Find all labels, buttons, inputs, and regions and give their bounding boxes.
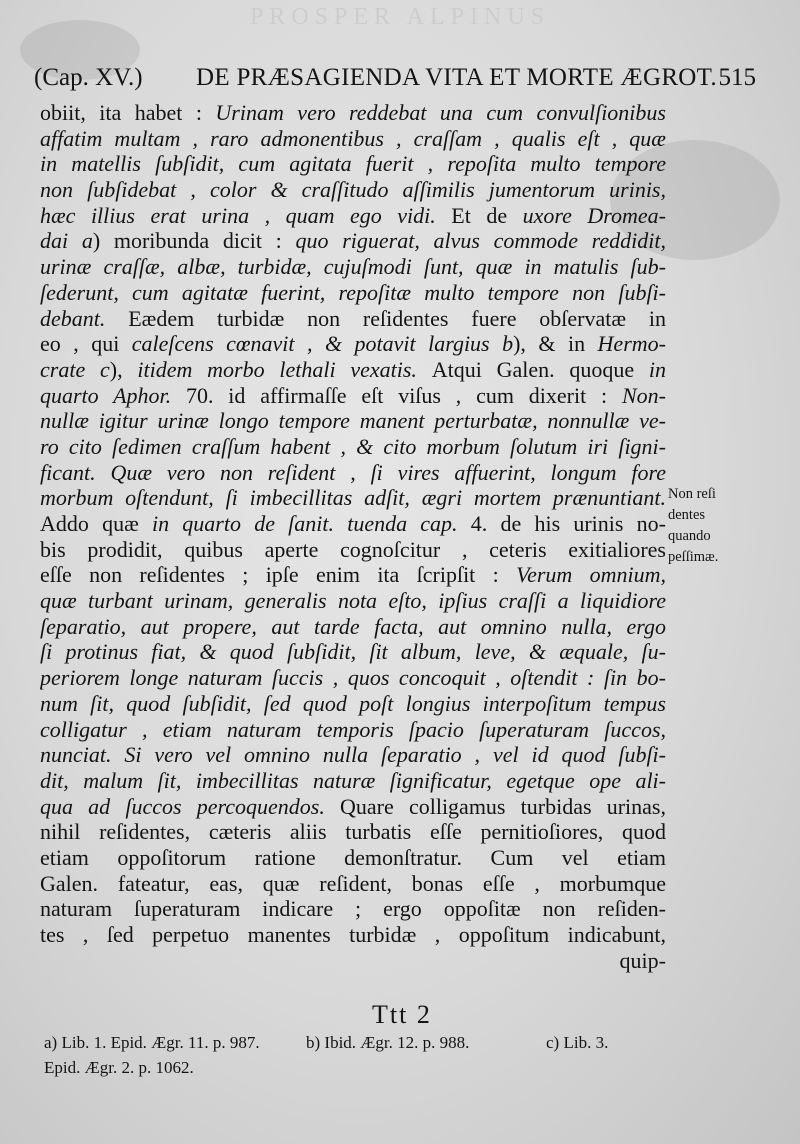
roman-segment: 70. id affirmaſſe eſt viſus , cum dixerit : [185,382,622,408]
italic-segment: in matellis ſubſidit, cum agitata fuerit , repoſita multo tempore [40,151,666,177]
italic-segment: qua ad ſuccos percoquendos. [40,793,341,819]
italic-segment: num ſit, quod ſubſidit, ſed quod poſt longius interpoſitum tempus [40,690,666,716]
roman-segment: Addo quæ [40,511,152,536]
text-line [40,434,666,460]
italic-segment: in [648,356,666,382]
italic-segment: ſeparatio, aut propere, aut tarde facta, aut omnino nulla, ergo [40,613,666,639]
roman-segment: ), [109,356,138,382]
text-line [40,922,666,948]
roman-segment: bis prodidit, quibus aperte cognoſcitur , ceteris exitialiores [40,536,666,562]
text-line [40,665,666,691]
roman-segment: ), & in [513,331,598,357]
bleed-through-text: PROSPER ALPINUS [249,4,551,30]
italic-segment: Hermo- [597,331,666,357]
italic-segment: quarto Aphor. [40,382,186,408]
text-line [40,768,666,794]
text-line [40,203,666,229]
italic-segment: ſederunt, cum agitatæ fuerint, repoſitæ multo tempore non ſubſi- [40,279,666,305]
roman-segment: 4. de his urinis no- [470,511,666,536]
italic-segment: ro cito ſedimen craſſum habent , & cito morbum ſolutum iri ſigni- [40,433,666,459]
text-line [40,819,666,845]
chapter-label: (Cap. XV.) [34,64,143,91]
text-line [40,306,666,332]
text-line [40,794,666,820]
margin-note-line: peſſimæ. [668,549,719,565]
italic-segment: colligatur , etiam naturam temporis ſpacio ſuperaturam ſuccos, [40,716,666,742]
signature-mark: Ttt 2 [372,1000,432,1029]
text-line [40,331,666,357]
italic-segment: urinæ craſſæ, albæ, turbidæ, cujuſmodi ſunt, quæ in matulis ſub- [40,254,666,280]
italic-segment: itidem morbo lethali vexatis. [137,356,432,382]
text-line [40,100,666,126]
italic-segment: Urinam vero reddebat una cum convulſionibus [215,100,666,125]
text-line [40,228,666,254]
text-line [40,562,666,588]
roman-segment: Eædem turbidæ non reſidentes fuere obſervatæ in [128,305,666,331]
margin-note [668,484,792,568]
italic-segment: debant. [40,305,129,331]
italic-segment: ſi protinus fiat, & quod ſubſidit, ſit album, leve, & æquale, ſu- [40,639,666,665]
text-line [40,871,666,897]
running-title: DE PRÆSAGIENDA VITA ET MORTE ÆGROT. [196,64,717,91]
italic-segment: quæ turbant urinam, generalis nota eſto, ipſius craſſi a liquidiore [40,588,666,614]
italic-segment: hæc illius erat urina , quam ego vidi. [40,202,452,228]
italic-segment: affatim multam , raro admonentibus , craſſam , qualis eſt , quæ [40,125,666,151]
roman-segment: eſſe non reſidentes ; ipſe enim ita ſcripſit : [40,562,517,588]
italic-segment: crate c [40,356,110,382]
text-line [40,639,666,665]
footnote-c: c) Lib. 3. [546,1033,609,1052]
text-line [40,691,666,717]
roman-segment: quip- [619,947,666,973]
text-line [40,614,666,640]
text-line [40,742,666,768]
italic-segment: in quarto de ſanit. tuenda cap. [151,511,471,536]
italic-segment: Verum omnium, [516,562,666,588]
text-line [40,254,666,280]
roman-segment: nihil reſidentes, cæteris aliis turbatis eſſe pernitioſiores, quod [40,819,666,845]
text-line [40,408,666,434]
text-line [40,588,666,614]
footnote-b: b) Ibid. Ægr. 12. p. 988. [306,1033,470,1052]
italic-segment: dit, malum ſit, imbecillitas naturæ ſignificatur, egetque ope ali- [40,767,666,793]
roman-segment: eo , qui [40,331,132,357]
italic-segment: nullæ igitur urinæ longo tempore manent perturbatæ, nonnullæ ve- [40,408,666,434]
text-line [40,537,666,563]
margin-note-line: quando [668,528,711,544]
text-line [40,177,666,203]
italic-segment: morbum oſtendunt, ſi imbecillitas adſit, ægri mortem prænuntiant. [40,485,666,511]
running-header [34,64,756,98]
roman-segment: tes , ſed perpetuo manentes turbidæ , oppoſitum indicabunt, [40,922,666,947]
italic-segment: caleſcens cœnavit , & potavit largius b [131,331,514,357]
footnotes [44,1030,684,1080]
footnote-a: a) Lib. 1. Epid. Ægr. 11. p. 987. [44,1033,260,1052]
italic-segment: ficant. Quæ vero non reſident , ſi vires affuerint, longum fore [40,459,666,485]
italic-segment: dai a [40,228,93,254]
margin-note-line: Non reſi [668,486,716,502]
text-line [40,383,666,409]
text-line [40,460,666,486]
text-line [40,511,666,537]
text-line [40,485,666,511]
roman-segment: Galen. fateatur, eas, quæ reſident, bonas eſſe , morbumque [40,870,666,896]
page-number: 515 [718,64,756,91]
roman-segment: obiit, ita habet : [40,100,216,125]
text-line [40,280,666,306]
text-line [40,896,666,922]
italic-segment: quo riguerat, alvus commode reddidit, [295,228,666,254]
roman-segment: naturam ſuperaturam indicare ; ergo oppoſitæ non reſiden- [40,896,666,922]
main-text-block [40,100,666,973]
roman-segment: ) moribunda dicit : [92,228,296,254]
footnote-c-continued: Epid. Ægr. 2. p. 1062. [44,1058,194,1077]
italic-segment: Non- [622,382,666,408]
text-line [40,717,666,743]
italic-segment: non ſubſidebat , color & craſſitudo aſſimilis jumentorum urinis, [40,177,666,203]
roman-segment: Atqui Galen. quoque [431,356,649,382]
text-line [40,357,666,383]
italic-segment: periorem longe naturam ſuccis , quos concoquit , oſtendit : ſin bo- [40,665,666,691]
text-line [40,126,666,152]
italic-segment: nunciat. Si vero vel omnino nulla ſeparatio , vel id quod ſubſi- [40,742,666,768]
roman-segment: etiam oppoſitorum ratione demonſtratur. Cum vel etiam [40,844,666,870]
text-line [40,151,666,177]
text-line [40,948,666,974]
roman-segment: Quare colligamus turbidas urinas, [340,793,666,819]
italic-segment: uxore Dromea- [522,202,666,228]
roman-segment: Et de [451,202,523,228]
text-line [40,845,666,871]
margin-note-line: dentes [668,507,706,523]
